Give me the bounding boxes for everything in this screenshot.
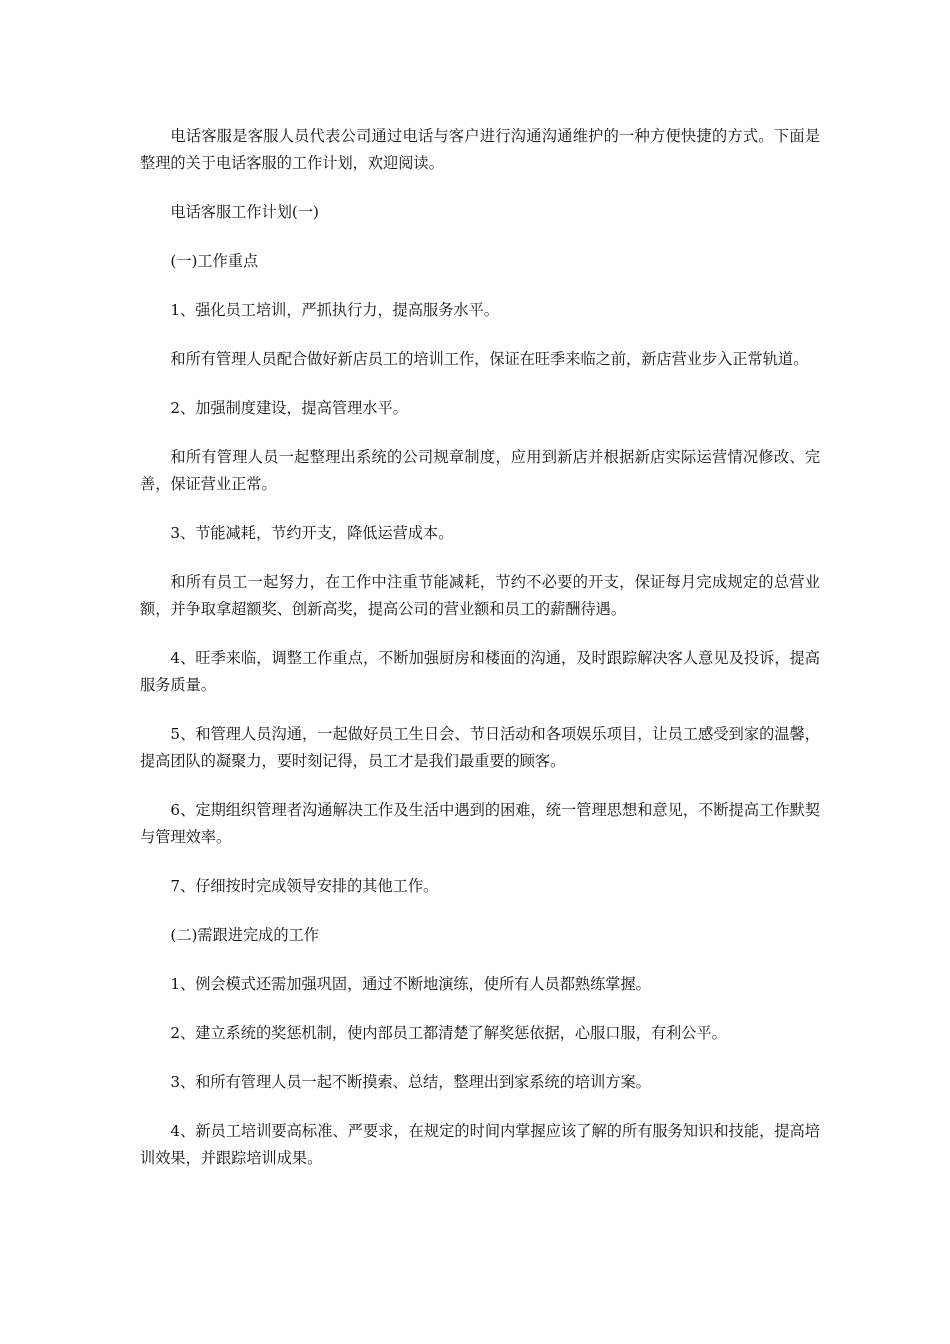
item-3-body: 和所有员工一起努力，在工作中注重节能减耗，节约不必要的开支，保证每月完成规定的总营业额，并争取拿超额奖、创新高奖，提高公司的营业额和员工的薪酬待遇。 <box>140 573 820 618</box>
item-1-body: 和所有管理人员配合做好新店员工的培训工作，保证在旺季来临之前，新店营业步入正常轨道。 <box>170 350 809 368</box>
intro-paragraph: 电话客服是客服人员代表公司通过电话与客户进行沟通沟通维护的一种方便快捷的方式。下面是整理的关于电话客服的工作计划，欢迎阅读。 <box>140 127 820 172</box>
item-3-heading: 3、节能减耗，节约开支，降低运营成本。 <box>170 524 454 542</box>
item-2-body: 和所有管理人员一起整理出系统的公司规章制度，应用到新店并根据新店实际运营情况修改、完善，保证营业正常。 <box>140 448 820 493</box>
item-2-heading: 2、加强制度建设，提高管理水平。 <box>170 399 408 417</box>
item-6: 6、定期组织管理者沟通解决工作及生活中遇到的困难，统一管理思想和意见，不断提高工作默契与管理效率。 <box>140 801 820 846</box>
follow-up-item-4: 4、新员工培训要高标准、严要求，在规定的时间内掌握应该了解的所有服务知识和技能，提高培训效果，并跟踪培训成果。 <box>140 1122 820 1167</box>
item-7: 7、仔细按时完成领导安排的其他工作。 <box>170 877 439 895</box>
follow-up-item-3: 3、和所有管理人员一起不断摸索、总结，整理出到家系统的培训方案。 <box>170 1073 651 1091</box>
plan-title: 电话客服工作计划(一) <box>170 203 319 221</box>
follow-up-item-1: 1、例会模式还需加强巩固，通过不断地演练，使所有人员都熟练掌握。 <box>170 975 651 993</box>
section-heading-follow-up: (二)需跟进完成的工作 <box>170 926 319 944</box>
item-1-heading: 1、强化员工培训，严抓执行力，提高服务水平。 <box>170 301 499 319</box>
follow-up-item-2: 2、建立系统的奖惩机制，使内部员工都清楚了解奖惩依据，心服口服，有利公平。 <box>170 1024 727 1042</box>
document-page <box>140 123 820 1194</box>
section-heading-work-focus: (一)工作重点 <box>170 252 259 270</box>
item-4: 4、旺季来临，调整工作重点，不断加强厨房和楼面的沟通，及时跟踪解决客人意见及投诉，提高服务质量。 <box>140 649 820 694</box>
item-5: 5、和管理人员沟通，一起做好员工生日会、节日活动和各项娱乐项目，让员工感受到家的温馨，提高团队的凝聚力，要时刻记得，员工才是我们最重要的顾客。 <box>140 725 820 770</box>
